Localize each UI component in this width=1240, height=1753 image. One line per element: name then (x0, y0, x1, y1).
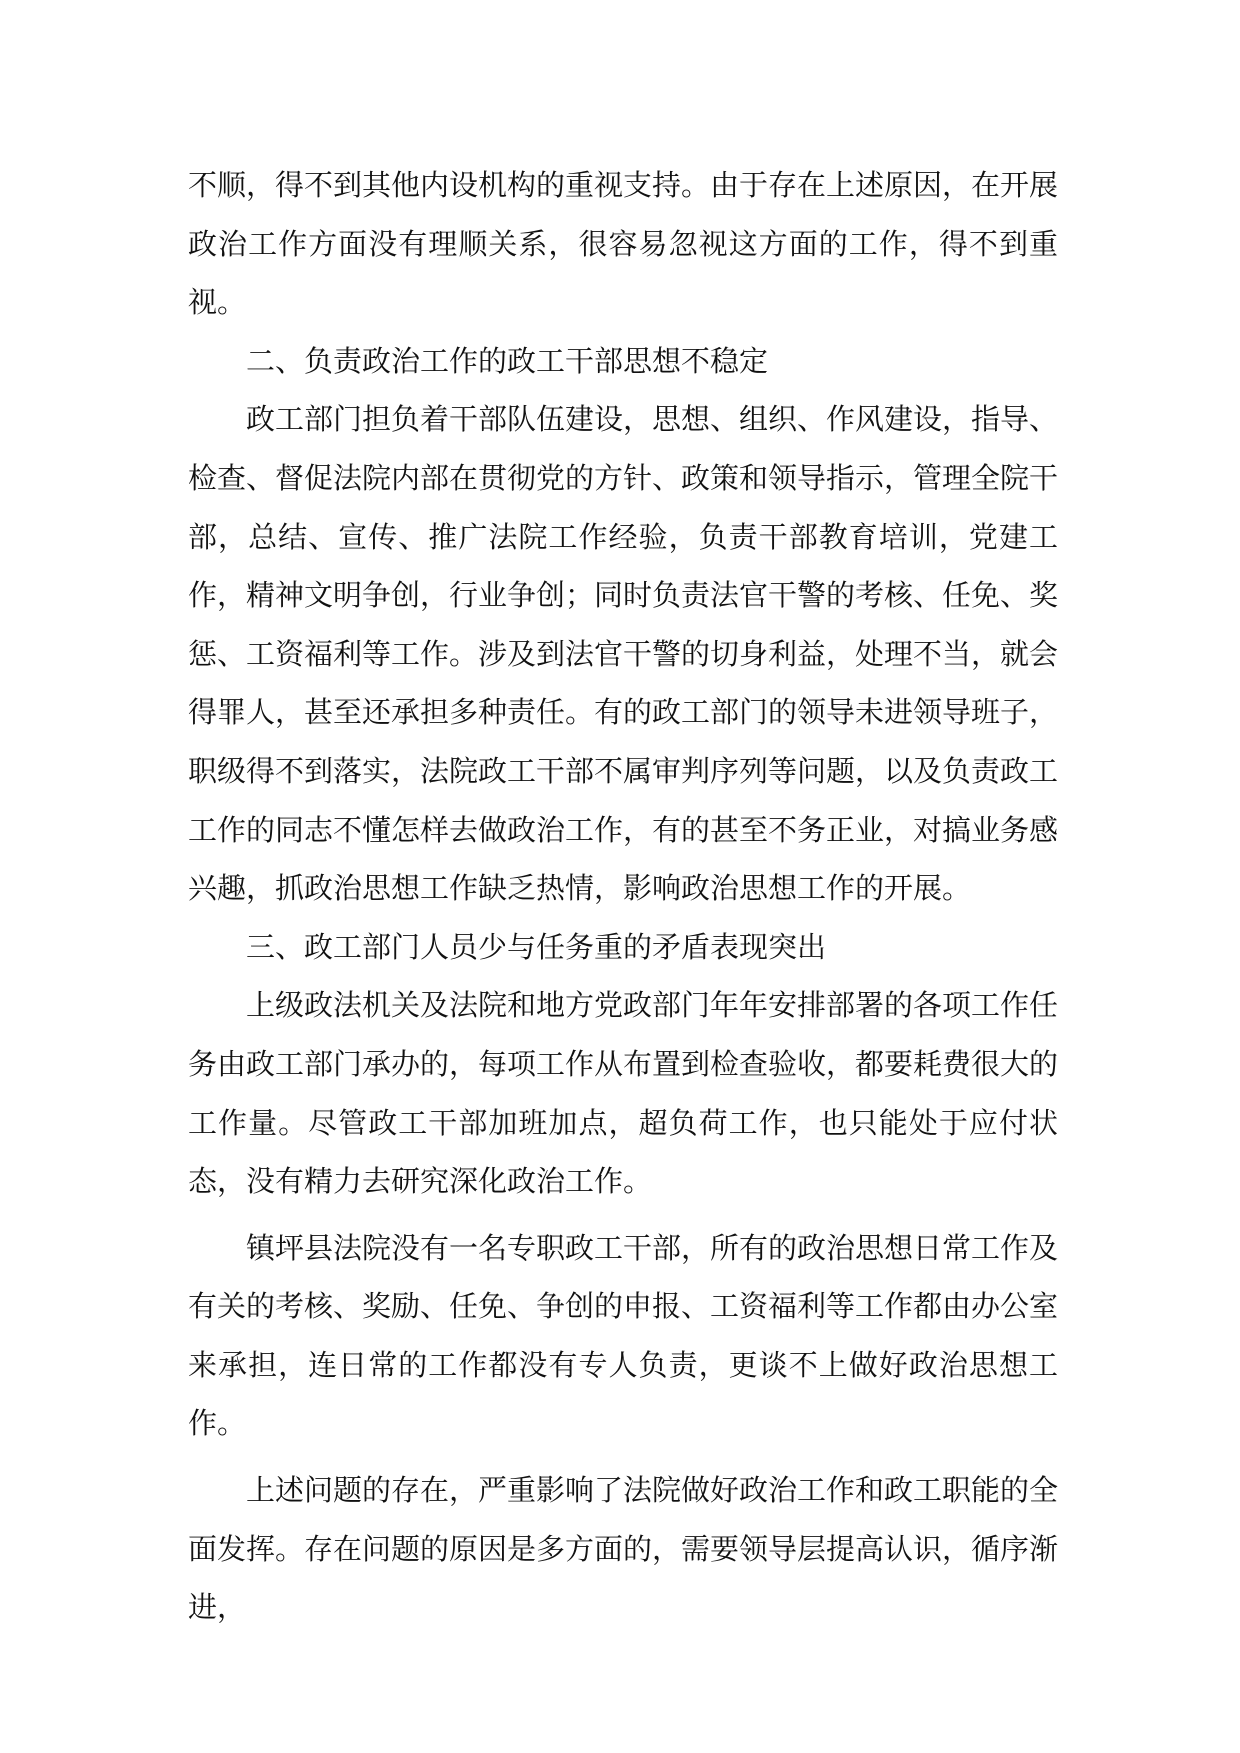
paragraph: 政工部门担负着干部队伍建设，思想、组织、作风建设，指导、检查、督促法院内部在贯彻党的方针、政策和领导指示，管理全院干部，总结、宣传、推广法院工作经验，负责干部教育培训，党建工作，精神文明争创，行业争创；同时负责法官干警的考核、任免、奖惩、工资福利等工作。涉及到法官干警的切身利益，处理不当，就会得罪人，甚至还承担多种责任。有的政工部门的领导未进领导班子，职级得不到落实，法院政工干部不属审判序列等问题，以及负责政工工作的同志不懂怎样去做政治工作，有的甚至不务正业，对搞业务感兴趣，抓政治思想工作缺乏热情，影响政治思想工作的开展。 (188, 402, 1059, 906)
paragraph: 上述问题的存在，严重影响了法院做好政治工作和政工职能的全面发挥。存在问题的原因是多方面的，需要领导层提高认识，循序渐进， (188, 1473, 1059, 1625)
section-heading-3: 三、政工部门人员少与任务重的矛盾表现突出 (246, 929, 827, 964)
paragraph: 上级政法机关及法院和地方党政部门年年安排部署的各项工作任务由政工部门承办的，每项工作从布置到检查验收，都要耗费很大的工作量。尽管政工干部加班加点，超负荷工作，也只能处于应付状态，没有精力去研究深化政治工作。 (188, 988, 1059, 1199)
paragraph-continuation: 不顺，得不到其他内设机构的重视支持。由于存在上述原因，在开展政治工作方面没有理顺关系，很容易忽视这方面的工作，得不到重视。 (188, 168, 1059, 320)
body-text (188, 156, 1058, 1637)
paragraph: 镇坪县法院没有一名专职政工干部，所有的政治思想日常工作及有关的考核、奖励、任免、争创的申报、工资福利等工作都由办公室来承担，连日常的工作都没有专人负责，更谈不上做好政治思想工作。 (188, 1230, 1059, 1441)
section-heading-2: 二、负责政治工作的政工干部思想不稳定 (246, 343, 769, 378)
